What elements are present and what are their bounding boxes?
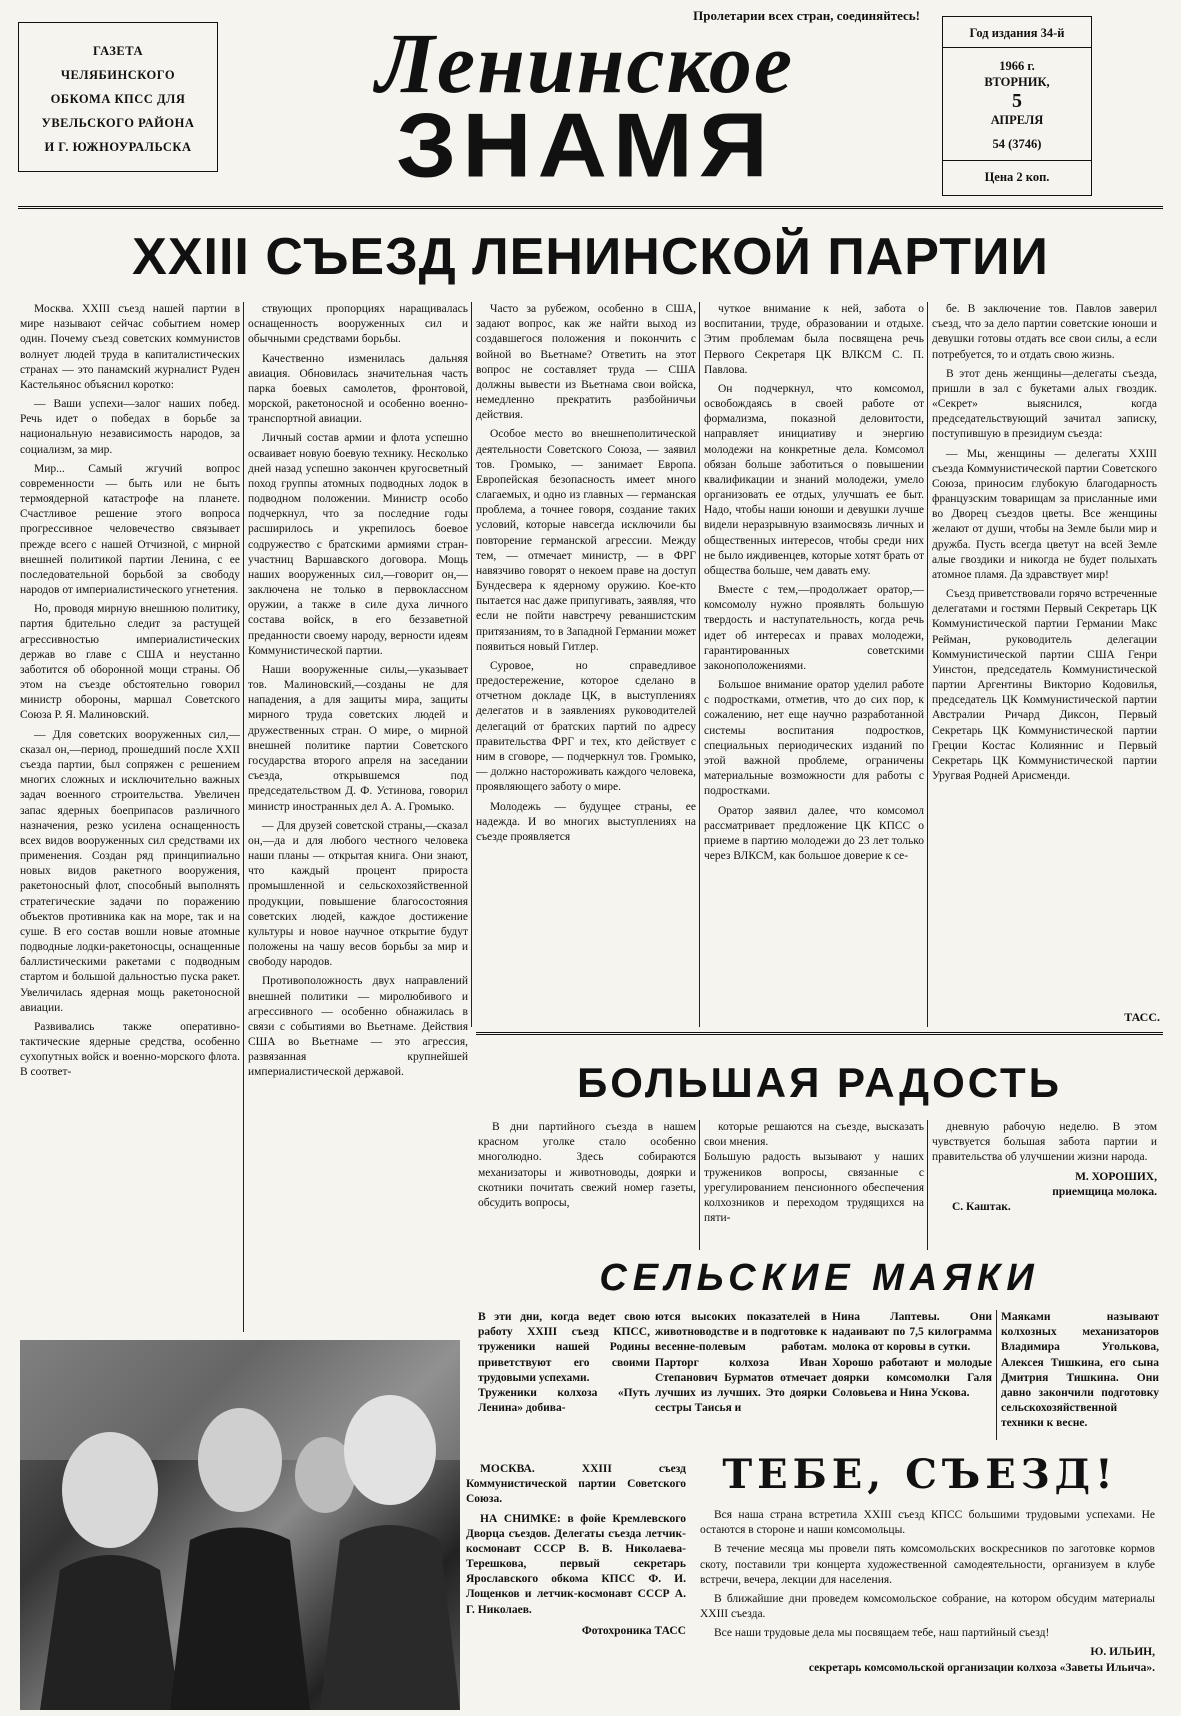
year-of-issue: Год издания 34-й <box>943 25 1091 48</box>
article-column-2 <box>248 302 468 1332</box>
main-headline: XXIII СЪЕЗД ЛЕНИНСКОЙ ПАРТИИ <box>132 228 1049 286</box>
column-rule <box>243 302 244 1332</box>
paragraph: ствующих пропорциях наращивалась оснащенность вооруженных сил и обычными средствами борьбы. <box>248 303 468 346</box>
article2-column-2: которые решаются на съезде, высказать свои мнения. Большую радость вызывают у наших тружеников вопросы, связанные с урегулированием пенсионного обеспечения колхозников и переходом трудящихся на пяти- <box>704 1121 924 1225</box>
column-rule <box>996 1310 997 1440</box>
paragraph: Но, проводя мирную внешнюю политику, партия бдительно следит за растущей агрессивностью империалистических держав во главе с США и неустанно заботится об оборонной мощи страны. Об этом на съезде обстоятельно говорил министр обороны, маршал Советского Союза Р. Я. Малиновский. <box>20 603 240 722</box>
article-column-3 <box>476 302 696 1027</box>
issue-info-box <box>942 16 1092 196</box>
publisher-line: ЧЕЛЯБИНСКОГО <box>60 68 176 82</box>
paragraph: Большое внимание оратор уделил работе с подростками, отметив, что до сих пор, к сожалению, нет еще научно разработанной системы воспитания подростков, специальных периодических изданий по этой важной проблеме, ограничены материальные возможности для работы с подростками. <box>704 679 924 798</box>
issue-price: Цена 2 коп. <box>984 170 1050 184</box>
paragraph: Мир... Самый жгучий вопрос современности — быть или не быть термоядерной катастрофе на планете. Счастливое решение этого вопроса прогрессивное человечество связывает прежде всего с нашей Отчизной, с мирной внешней политикой партии Ленина, с ее последовательной борьбой за свободу народов от империалистического угнетения. <box>20 462 240 597</box>
article3-column-4: Маяками называют колхозных механизаторов Владимира Уголькова, Алексея Тишкина, его сына Дмитрия Тишкина. Они давно закончили подготовку сельскохозяйственной техники к весне. <box>1001 1311 1159 1430</box>
publisher-line: ОБКОМА КПСС ДЛЯ <box>50 92 186 106</box>
article-column-4 <box>704 302 924 1027</box>
article2-column-3 <box>932 1120 1157 1250</box>
column-rule <box>471 302 472 1027</box>
paragraph: — Для советских вооруженных сил,—сказал он,—период, прошедший после XXII съезда партии, был сопряжен с решением многих сложных и исключительно важных задач военного строительства. Увеличен запас ядерных боеприпасов различного назначения, резко усилена оснащенность всех видов вооруженных сил средствами их применения. Создан ряд принципиально новых видов ракетного вооружения, ракетоносный флот, способный выполнять стратегические задачи по поражению объектов противника как на море, так и на суше. В его состав вошли новые атомные подводные лодки-ракетоносцы, оснащенные баллистическими ракетами с подводным стартом и большой дальностью пуска ракет. Увеличилась ядерная мощь ракетоносной авиации. <box>20 728 240 1014</box>
section-rule <box>476 1032 1163 1035</box>
issue-year: 1966 г. <box>999 59 1035 73</box>
article-headline: ТЕБЕ, СЪЕЗД! <box>722 1451 1118 1498</box>
paragraph: бе. В заключение тов. Павлов заверил съезд, что за дело партии советские юноши и девушки готовы отдать все свои силы, а если потребуется, то и отдать свою жизнь. <box>932 303 1157 361</box>
paragraph: — Для друзей советской страны,—сказал он,—да и для любого честного человека наши планы — открытая книга. Они знают, что каждый процент прироста промышленной и сельскохозяйственной продукции, повышение благосостояния советских людей, каждое достижение культуры и новое научное открытие будут положены на чашу весов борьбы за мир и свободу народов. <box>248 819 468 969</box>
paragraph: Часто за рубежом, особенно в США, задают вопрос, как же найти выход из создавшегося положения и покончить с войной во Вьетнаме? Ответить на этот вопрос не составляет труда — США должны вывести из Вьетнама свои войска, немедленно прекратить разбойничьи действия. <box>476 303 696 422</box>
issue-number: 54 (3746) <box>943 136 1091 161</box>
paragraph: Все наши трудовые дела мы посвящаем тебе, наш партийный съезд! <box>714 1627 1050 1640</box>
paragraph: В ближайшие дни проведем комсомольское собрание, на котором обсудим материалы XXIII съезда. <box>700 1592 1155 1621</box>
article-signature: ТАСС. <box>1124 1010 1160 1024</box>
paragraph: Особое место во внешнеполитической деятельности Советского Союза, — заявил тов. Громыко, — занимает Европа. Европейская безопасность имеет много слагаемых, и одно из главных — германская проблема, а точнее говоря, создание таких условий, которые навсегда исключили бы повторение германской агрессии. Между тем, — отмечает министр, — в ФРГ навязчиво говорят о некоем праве на доступ Бундесвера к ядерному оружию. Кое-кто пытается нас даже припугивать, заявляя, что если не пойти навстречу реваншистским притязаниям, то в Западной Германии может появиться новый Гитлер. <box>476 428 696 653</box>
paragraph: Молодежь — будущее страны, ее надежда. И во многих выступлениях на съезде проявляется <box>476 800 696 843</box>
paragraph: Он подчеркнул, что комсомол, освобождаясь в своей работе от формализма, показной деловитости, направляет инициативу и энергию молодежи на конкретные дела. Комсомол обязан больше заботиться о повышении квалификации и знаний молодежи, умело организовать ее отдых, улучшать ее быт. Надо, чтобы наши юноши и девушки лучше видели неразрывную взаимосвязь личных и общественных интересов, чтобы среди них не было иждивенцев, которые хотят брать от общества больше, чем давать ему. <box>704 382 924 577</box>
article4-body <box>700 1508 1155 1713</box>
article-headline: БОЛЬШАЯ РАДОСТЬ <box>577 1059 1062 1106</box>
issue-month: АПРЕЛЯ <box>990 113 1044 127</box>
column-rule <box>927 1120 928 1250</box>
newspaper-title-block: ЗНАМЯ <box>396 94 774 197</box>
column-rule <box>699 1120 700 1250</box>
article3-column-2: ются высоких показателей в животноводстве и в подготовке к весенне-полевым работам. Парторг колхоза Иван Степанович Бурматов отмечает лучших из лучших. Это доярки сестры Таисья и <box>655 1311 827 1415</box>
article2-column-1: В дни партийного съезда в нашем красном уголке стало особенно многолюдно. Здесь собираются механизаторы и животноводы, доярки и скотники почитать свежий номер газеты, обсудить вопросы, <box>478 1121 696 1209</box>
paragraph: дневную рабочую неделю. В этом чувствуется большая забота партии и правительства об улучшении жизни народа. <box>932 1121 1157 1164</box>
article-headline: СЕЛЬСКИЕ МАЯКИ <box>599 1257 1040 1299</box>
publisher-line: УВЕЛЬСКОГО РАЙОНА <box>41 116 195 130</box>
paragraph: — Мы, женщины — делегаты XXIII съезда Коммунистической партии Советского Союза, приносим глубокую благодарность французским товарищам за присланные ими во Дворец съездов цветы. Все женщины желают от души, чтобы на Земле были мир и дружба. Пусть всегда цветут на всей Земле алые гвоздики и никогда не будет полыхать атомное пламя. Да здравствует мир! <box>932 447 1157 581</box>
photo-credit: Фотохроника ТАСС <box>581 1624 686 1637</box>
paragraph: чуткое внимание к ней, забота о воспитании, труде, образовании и отдыхе. Этим проблемам была посвящена речь Первого Секретаря ЦК ВЛКСМ С. П. Павлова. <box>704 303 924 376</box>
paragraph: Вся наша страна встретила XXIII съезд КПСС большими трудовыми успехами. Не остаются в стороне и наши комсомольцы. <box>700 1509 1155 1537</box>
paragraph: Оратор заявил далее, что комсомол рассматривает предложение ЦК КПСС о приеме в партию молодежи до 23 лет только через ВЛКСМ, как большое доверие к се- <box>704 804 924 863</box>
paragraph: Наши вооруженные силы,—указывает тов. Малиновский,—созданы не для нападения, а для защиты мира, защиты мирного труда советских людей и дружественных стран. О мире, о мирной внешней политике партии Советского государства второго апреля на заседании съезда, открывшемся под председательством Д. Ф. Устинова, говорил министр иностранных дел А. А. Громыко. <box>248 663 468 813</box>
article-author-role: секретарь комсомольской организации колхоза «Заветы Ильича». <box>808 1661 1155 1674</box>
article-author-role: приемщица молока. <box>1052 1185 1157 1198</box>
masthead-rule <box>18 206 1163 209</box>
article-author: М. ХОРОШИХ, <box>1075 1170 1157 1183</box>
paragraph: Москва. XXIII съезд нашей партии в мире называют сейчас событием номер один. Почему съезд советских коммунистов волнует людей труда в капиталистических странах — это панамский журналист Руден Кастельянос объяснил коротко: <box>20 303 240 391</box>
article3-column-1: В эти дни, когда ведет свою работу XXIII съезд КПСС, труженики нашей Родины приветствуют его своими трудовыми успехами. Труженики колхоза «Путь Ленина» добива- <box>478 1311 650 1415</box>
paragraph: Съезд приветствовали горячо встреченные делегатами и гостями Первый Секретарь ЦК Коммунистической партии Германии Макс Рейман, руководитель делегации Коммунистической партии США Генри Уинстон, председатель Коммунистической партии Аргентины Викторио Кодовилья, председатель ЦК Коммунистической партии Австралии Ричард Диксон, Первый Секретарь ЦК Коммунистической партии Греции Костас Колияннис и Первый Секретарь ЦК Коммунистической партии Уругвая Родней Арисменди. <box>932 588 1157 783</box>
caption-text: НА СНИМКЕ: в фойе Кремлевского Дворца съездов. Делегаты съезда летчик-космонавт СССР В. В. Николаева-Терешкова, первый секретарь Ярославского обкома КПСС Ф. И. Лощенков и летчик-космонавт СССР А. Г. Николаев. <box>466 1512 686 1616</box>
slogan: Пролетарии всех стран, соединяйтесь! <box>693 8 920 23</box>
article-place: С. Каштак. <box>952 1200 1011 1213</box>
article-column-1 <box>20 302 240 1332</box>
caption-text: МОСКВА. XXIII съезд Коммунистической партии Советского Союза. <box>466 1463 686 1506</box>
photo-caption <box>466 1462 686 1712</box>
article3-column-3: Нина Лаптевы. Они надаивают по 7,5 килограмма молока от коровы в сутки. Хорошо работают и молодые доярки комсомолки Галя Соловьева и Нина Ускова. <box>832 1311 992 1399</box>
photo-figures <box>20 1340 460 1710</box>
issue-day: 5 <box>1012 90 1022 112</box>
publisher-box <box>18 22 218 172</box>
column-rule <box>699 302 700 1027</box>
article-author: Ю. ИЛЬИН, <box>1090 1646 1155 1659</box>
article-column-5 <box>932 302 1157 1002</box>
publisher-line: И Г. ЮЖНОУРАЛЬСКА <box>44 140 192 154</box>
paragraph: Противоположность двух направлений внешней политики — миролюбивого и агрессивного — особенно обнажилась в связи с событиями во Вьетнаме. Действия США во Вьетнаме — это агрессия, развязанная крупнейшей империалистической державой. <box>248 975 468 1079</box>
newspaper-title-script: Ленинское <box>375 15 795 111</box>
paragraph: Суровое, но справедливое предостережение, которое сделано в отчетном докладе ЦК, в выступлениях делегатов и в заявлениях руководителей делегаций от братских партий по адресу правительства ФРГ и тех, кто действует с ним в сговоре, — подчеркнул тов. Громыко, — должно настороживать каждого человека, проявляющего заботу о мире. <box>476 659 696 794</box>
news-photo <box>20 1340 460 1710</box>
paragraph: В течение месяца мы провели пять комсомольских воскресников по заготовке кормов скоту, поставили три концерта художественной самодеятельности, организуем в клубе встречи, вечера, лекции для населения. <box>700 1543 1155 1586</box>
publisher-line: ГАЗЕТА <box>93 44 143 58</box>
paragraph: Развивались также оперативно-тактические ядерные средства, особенно сухопутных войск и военно-морского флота. В соответ- <box>20 1020 240 1079</box>
paragraph: Качественно изменилась дальняя авиация. Обновилась значительная часть парка боевых самолетов, фронтовой, морской, ракетоносной и особенно военно-транспортной авиации. <box>248 352 468 426</box>
paragraph: Вместе с тем,—продолжает оратор,—комсомолу нужно проявлять большую твердость и наступательность, когда речь идет об интересах и правах молодежи, гарантированных советскими законоположениями. <box>704 584 924 672</box>
paragraph: В этот день женщины—делегаты съезда, пришли в зал с букетами алых гвоздик. «Секрет» выяснился, когда председательствующий зачитал записку, поступившую в президиум съезда: <box>932 367 1157 441</box>
paragraph: — Ваши успехи—залог наших побед. Речь идет о победах в борьбе за национальную независимость народов, за социализм, за мир. <box>20 398 240 456</box>
paragraph: Личный состав армии и флота успешно осваивает новую боевую технику. Несколько дней назад успешно закончен кругосветный поход группы атомных подводных лодок в подводном положении. Министр особо подчеркнул, что за последние годы расширилось и укрепилось боевое содружество с братскими армиями стран-участниц Варшавского договора. Мощь наших вооруженных сил,—говорит он,—заключена не только в первоклассном оружии, а также в силе духа личного состава войск, в его беззаветной преданности своему народу, верности идеям Коммунистической партии. <box>248 432 468 657</box>
issue-weekday: ВТОРНИК, <box>984 75 1050 89</box>
column-rule <box>927 302 928 1027</box>
